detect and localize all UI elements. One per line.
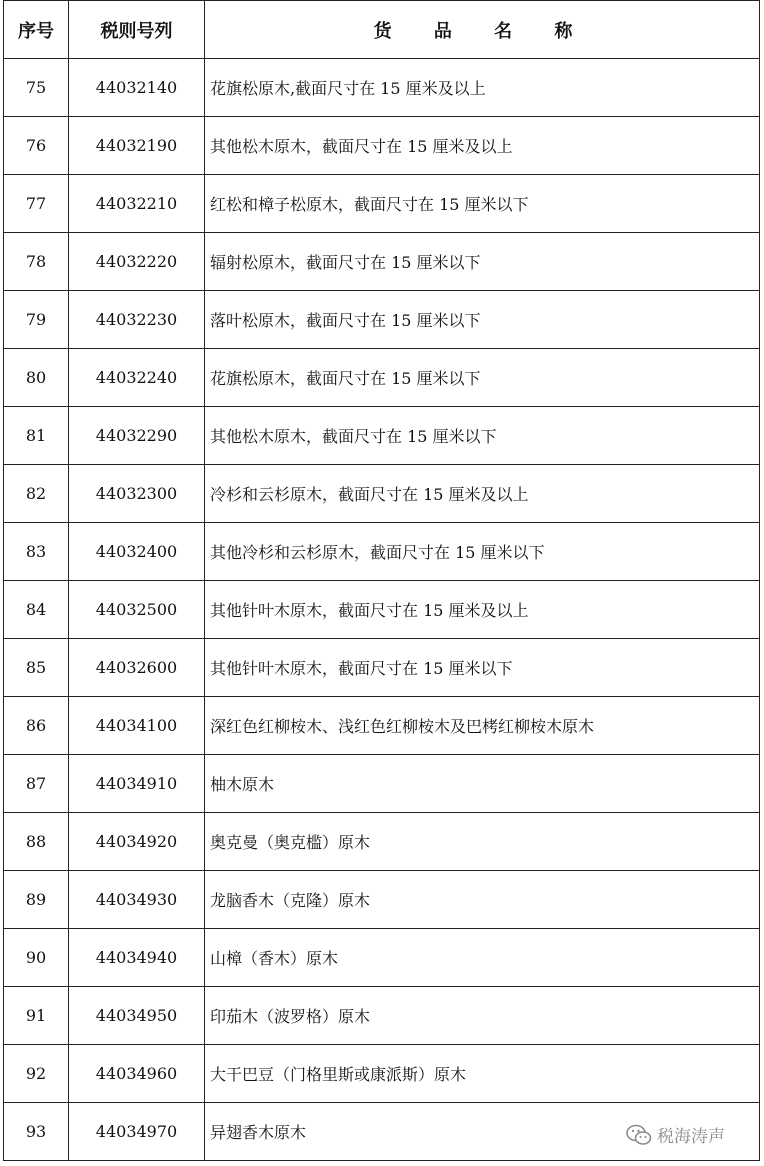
row-code: 44032210 bbox=[69, 175, 205, 233]
row-name: 其他松木原木，截面尺寸在 15 厘米及以上 bbox=[205, 117, 760, 175]
wechat-icon bbox=[626, 1124, 652, 1146]
table-row bbox=[4, 639, 760, 697]
table-row bbox=[4, 349, 760, 407]
row-seq: 80 bbox=[4, 349, 69, 407]
table-row bbox=[4, 59, 760, 117]
header-row bbox=[4, 1, 760, 59]
row-code: 44032400 bbox=[69, 523, 205, 581]
row-name: 其他针叶木原木，截面尺寸在 15 厘米以下 bbox=[205, 639, 760, 697]
row-name: 花旗松原木，截面尺寸在 15 厘米以下 bbox=[205, 349, 760, 407]
row-name: 大干巴豆（门格里斯或康派斯）原木 bbox=[205, 1045, 760, 1103]
table-row bbox=[4, 175, 760, 233]
row-name: 冷杉和云杉原木，截面尺寸在 15 厘米及以上 bbox=[205, 465, 760, 523]
table-row bbox=[4, 581, 760, 639]
row-name: 龙脑香木（克隆）原木 bbox=[205, 871, 760, 929]
row-code: 44032220 bbox=[69, 233, 205, 291]
watermark-text: 税海涛声 bbox=[657, 1127, 725, 1147]
table-row bbox=[4, 117, 760, 175]
row-code: 44034940 bbox=[69, 929, 205, 987]
row-code: 44032230 bbox=[69, 291, 205, 349]
table-row bbox=[4, 813, 760, 871]
tariff-table bbox=[3, 0, 760, 1161]
table-row bbox=[4, 465, 760, 523]
table-row bbox=[4, 871, 760, 929]
row-seq: 89 bbox=[4, 871, 69, 929]
row-seq: 92 bbox=[4, 1045, 69, 1103]
table-row bbox=[4, 987, 760, 1045]
row-name: 其他松木原木，截面尺寸在 15 厘米以下 bbox=[205, 407, 760, 465]
row-code: 44032190 bbox=[69, 117, 205, 175]
row-code: 44034910 bbox=[69, 755, 205, 813]
row-seq: 87 bbox=[4, 755, 69, 813]
row-seq: 88 bbox=[4, 813, 69, 871]
row-seq: 91 bbox=[4, 987, 69, 1045]
table-row bbox=[4, 755, 760, 813]
row-code: 44032290 bbox=[69, 407, 205, 465]
row-code: 44034100 bbox=[69, 697, 205, 755]
table-row bbox=[4, 523, 760, 581]
header-seq: 序号 bbox=[4, 1, 69, 59]
row-name: 柚木原木 bbox=[205, 755, 760, 813]
row-code: 44032300 bbox=[69, 465, 205, 523]
row-seq: 86 bbox=[4, 697, 69, 755]
row-name: 其他针叶木原木，截面尺寸在 15 厘米及以上 bbox=[205, 581, 760, 639]
row-name: 红松和樟子松原木，截面尺寸在 15 厘米以下 bbox=[205, 175, 760, 233]
table-row bbox=[4, 407, 760, 465]
row-code: 44034930 bbox=[69, 871, 205, 929]
table-row bbox=[4, 233, 760, 291]
row-seq: 75 bbox=[4, 59, 69, 117]
table-row bbox=[4, 697, 760, 755]
row-seq: 85 bbox=[4, 639, 69, 697]
watermark bbox=[626, 1122, 725, 1147]
row-code: 44034950 bbox=[69, 987, 205, 1045]
row-name: 辐射松原木，截面尺寸在 15 厘米以下 bbox=[205, 233, 760, 291]
row-seq: 79 bbox=[4, 291, 69, 349]
row-seq: 78 bbox=[4, 233, 69, 291]
row-name: 山樟（香木）原木 bbox=[205, 929, 760, 987]
row-seq: 81 bbox=[4, 407, 69, 465]
row-seq: 93 bbox=[4, 1103, 69, 1161]
row-name: 奥克曼（奥克槛）原木 bbox=[205, 813, 760, 871]
row-seq: 84 bbox=[4, 581, 69, 639]
row-code: 44034960 bbox=[69, 1045, 205, 1103]
row-code: 44034970 bbox=[69, 1103, 205, 1161]
row-name: 深红色红柳桉木、浅红色红柳桉木及巴栲红柳桉木原木 bbox=[205, 697, 760, 755]
table-row bbox=[4, 1045, 760, 1103]
row-code: 44032600 bbox=[69, 639, 205, 697]
row-code: 44034920 bbox=[69, 813, 205, 871]
row-seq: 77 bbox=[4, 175, 69, 233]
row-seq: 90 bbox=[4, 929, 69, 987]
row-seq: 82 bbox=[4, 465, 69, 523]
row-name: 异翅香木原木 bbox=[205, 1103, 760, 1161]
header-code: 税则号列 bbox=[69, 1, 205, 59]
row-seq: 76 bbox=[4, 117, 69, 175]
table-row bbox=[4, 929, 760, 987]
row-name: 印茄木（波罗格）原木 bbox=[205, 987, 760, 1045]
row-code: 44032140 bbox=[69, 59, 205, 117]
row-seq: 83 bbox=[4, 523, 69, 581]
table-row bbox=[4, 291, 760, 349]
row-name: 花旗松原木,截面尺寸在 15 厘米及以上 bbox=[205, 59, 760, 117]
row-name: 其他冷杉和云杉原木，截面尺寸在 15 厘米以下 bbox=[205, 523, 760, 581]
row-code: 44032240 bbox=[69, 349, 205, 407]
row-code: 44032500 bbox=[69, 581, 205, 639]
row-name: 落叶松原木，截面尺寸在 15 厘米以下 bbox=[205, 291, 760, 349]
header-name: 货 品 名 称 bbox=[205, 1, 760, 59]
